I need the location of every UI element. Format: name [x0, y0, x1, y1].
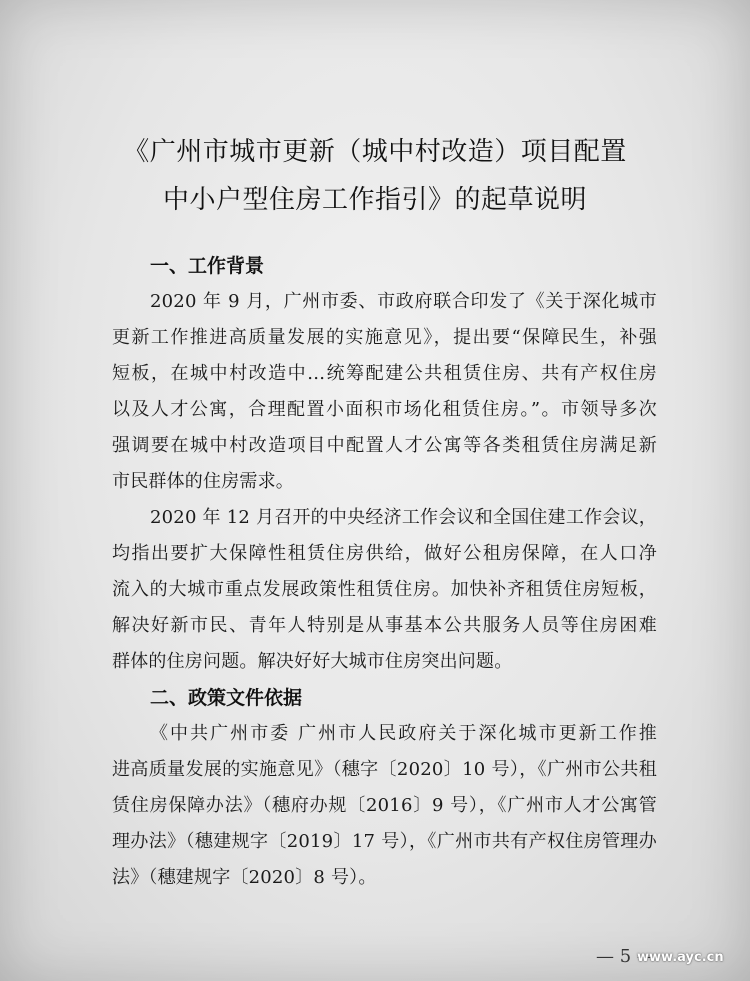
- document-title: [60, 128, 690, 224]
- paragraph-line: 2020 年 12 月召开的中央经济工作会议和全国住建工作会议，: [150, 507, 657, 528]
- paragraph-line: 《中共广州市委 广州市人民政府关于深化城市更新工作推: [150, 723, 657, 744]
- section-heading-policy: 二、政策文件依据: [150, 687, 303, 709]
- paragraph-line: 解决好新市民、青年人特别是从事基本公共服务人员等住房困难: [112, 615, 657, 636]
- paragraph-line: 均指出要扩大保障性租赁住房供给，做好公租房保障，在人口净: [112, 543, 657, 564]
- title-line-2: 中小户型住房工作指引》的起草说明: [162, 185, 587, 215]
- paragraph-line: 2020 年 9 月，广州市委、市政府联合印发了《关于深化城市: [150, 291, 657, 312]
- paragraph-line: 短板，在城中村改造中…统筹配建公共租赁住房、共有产权住房: [112, 363, 657, 384]
- paragraph-line: 流入的大城市重点发展政策性租赁住房。加快补齐租赁住房短板，: [112, 579, 657, 600]
- paragraph-line: 强调要在城中村改造项目中配置人才公寓等各类租赁住房满足新: [112, 435, 657, 456]
- paragraph-line: 法》（穗建规字〔2020〕8 号）。: [112, 867, 377, 888]
- paragraph-policy-1: [112, 716, 657, 896]
- paragraph-line: 群体的住房问题。解决好好大城市住房突出问题。: [112, 651, 513, 672]
- section-heading-background: 一、工作背景: [150, 255, 265, 277]
- paragraph-line: 以及人才公寓，合理配置小面积市场化租赁住房。”。市领导多次: [112, 399, 657, 420]
- paragraph-line: 进高质量发展的实施意见》（穗字〔2020〕10 号），《广州市公共租: [112, 759, 657, 780]
- page-number: — 5 —: [596, 946, 655, 967]
- document-body: [112, 248, 657, 896]
- paragraph-line: 市民群体的住房需求。: [112, 471, 294, 492]
- paragraph-line: 赁住房保障办法》（穗府办规〔2016〕9 号），《广州市人才公寓管: [112, 795, 657, 816]
- paragraph-line: 理办法》（穗建规字〔2019〕17 号），《广州市共有产权住房管理办: [112, 831, 657, 852]
- paragraph-background-2: [112, 500, 657, 680]
- watermark: www.ayc.cn: [637, 950, 724, 965]
- title-line-1: 《广州市城市更新（城中村改造）项目配置: [123, 137, 627, 167]
- paragraph-background-1: [112, 284, 657, 500]
- paragraph-line: 更新工作推进高质量发展的实施意见》，提出要“保障民生，补强: [112, 327, 657, 348]
